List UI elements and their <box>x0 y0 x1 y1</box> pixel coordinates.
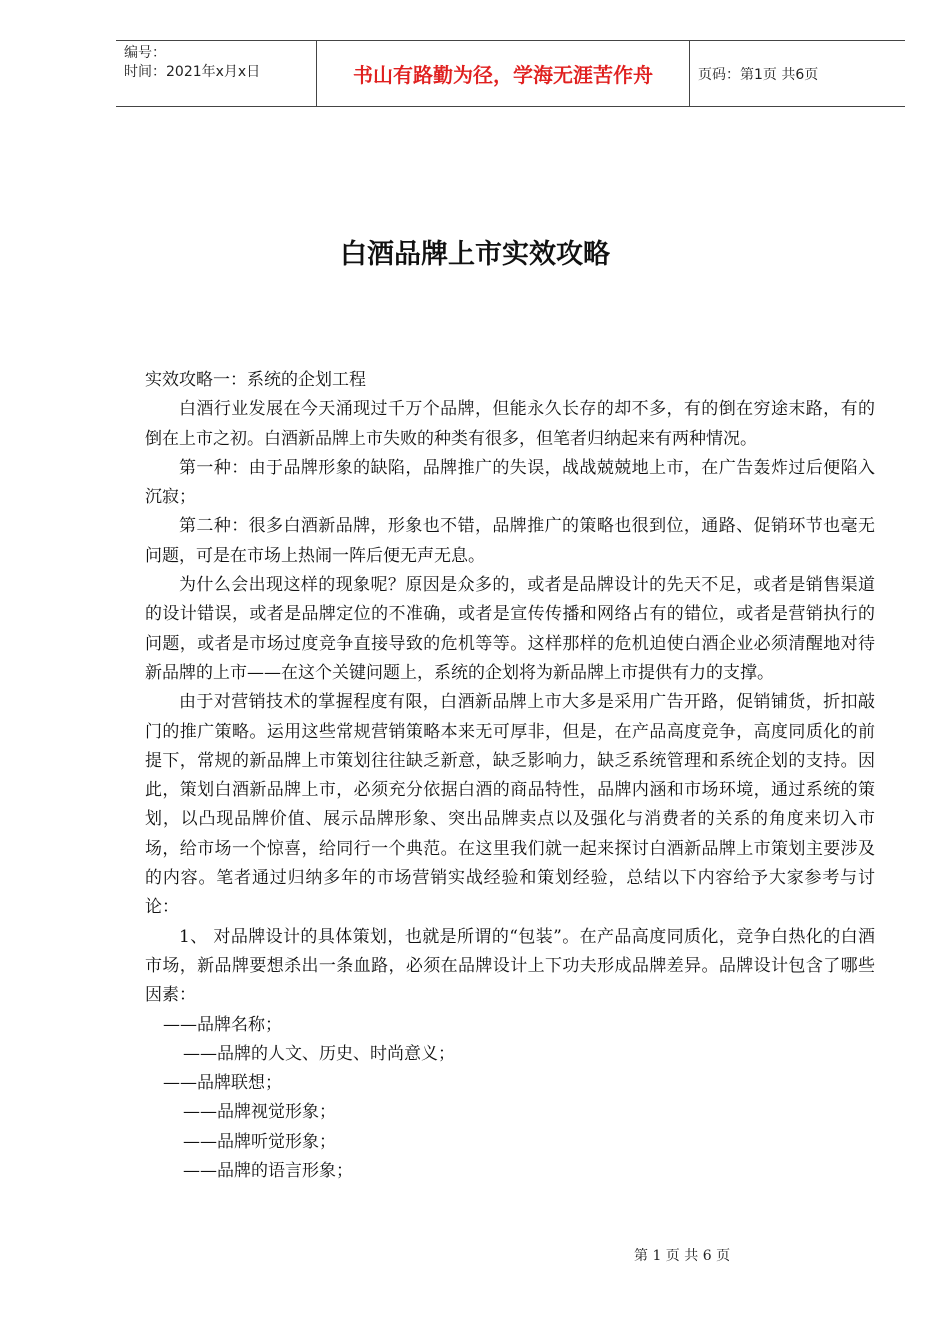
header-motto: 书山有路勤为径，学海无涯苦作舟 <box>316 41 690 106</box>
paragraph: 为什么会出现这样的现象呢？原因是众多的，或者是品牌设计的先天不足，或者是销售渠道的设计错误，或者是品牌定位的不准确，或者是宣传传播和网络占有的错位，或者是营销执行的问题，或者是市场过度竞争直接导致的危机等等。这样那样的危机迫使白酒企业必须清醒地对待新品牌的上市——在这个关键问题上，系统的企划将为新品牌上市提供有力的支撑。 <box>145 575 875 683</box>
document-time-label: 时间：2021年x月x日 <box>124 64 261 80</box>
document-body <box>145 366 875 1186</box>
document-title: 白酒品牌上市实效攻略 <box>340 239 610 270</box>
paragraph: 白酒行业发展在今天涌现过千万个品牌，但能永久长存的却不多，有的倒在穷途末路，有的倒在上市之初。白酒新品牌上市失败的种类有很多，但笔者归纳起来有两种情况。 <box>145 399 875 449</box>
page-header <box>116 40 905 107</box>
list-item: ——品牌的人文、历史、时尚意义； <box>183 1043 455 1064</box>
header-page-info: 页码：第1页 共6页 <box>698 66 819 83</box>
numbered-paragraph: 1、 对品牌设计的具体策划，也就是所谓的“包装”。在产品高度同质化，竞争白热化的白酒市场，新品牌要想杀出一条血路，必须在品牌设计上下功夫形成品牌差异。品牌设计包含了哪些因素： <box>145 926 875 1006</box>
section-heading: 实效攻略一：系统的企划工程 <box>145 370 366 390</box>
paragraph: 由于对营销技术的掌握程度有限，白酒新品牌上市大多是采用广告开路，促销铺货，折扣敲门的推广策略。运用这些常规营销策略本来无可厚非，但是，在产品高度竞争，高度同质化的前提下，常规的新品牌上市策划往往缺乏新意，缺乏影响力，缺乏系统管理和系统企划的支持。因此，策划白酒新品牌上市，必须充分依据白酒的商品特性，品牌内涵和市场环境，通过系统的策划，以凸现品牌价值、展示品牌形象、突出品牌卖点以及强化与消费者的关系的角度来切入市场，给市场一个惊喜，给同行一个典范。在这里我们就一起来探讨白酒新品牌上市策划主要涉及的内容。笔者通过归纳多年的市场营销实战经验和策划经验，总结以下内容给予大家参考与讨论： <box>145 692 875 918</box>
header-meta <box>116 41 316 106</box>
document-number-label: 编号： <box>124 45 166 61</box>
page-footer: 第 1 页 共 6 页 <box>634 1248 731 1264</box>
paragraph: 第一种：由于品牌形象的缺陷，品牌推广的失误，战战兢兢地上市，在广告轰炸过后便陷入沉寂； <box>145 457 875 508</box>
list-item: ——品牌名称； <box>163 1014 282 1035</box>
paragraph: 第二种：很多白酒新品牌，形象也不错，品牌推广的策略也很到位，通路、促销环节也毫无问题，可是在市场上热闹一阵后便无声无息。 <box>145 516 875 566</box>
list-item: ——品牌联想； <box>163 1073 282 1094</box>
list-item: ——品牌听觉形象； <box>183 1131 336 1152</box>
list-item: ——品牌视觉形象； <box>183 1102 336 1123</box>
list-item: ——品牌的语言形象； <box>183 1161 353 1182</box>
